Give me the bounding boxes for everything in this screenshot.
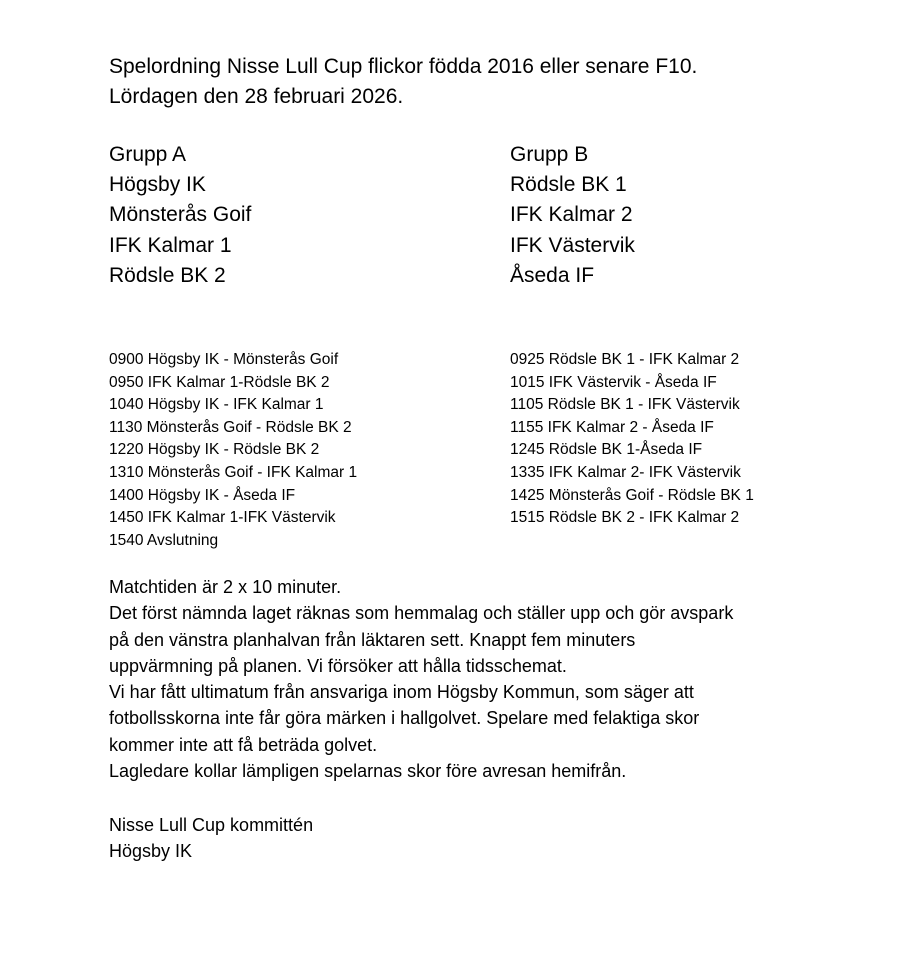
group-a-team: IFK Kalmar 1 — [109, 233, 232, 257]
match-row: 0925 Rödsle BK 1 - IFK Kalmar 2 — [510, 351, 740, 368]
info-line: kommer inte att få beträda golvet. — [109, 734, 378, 755]
info-line: uppvärmning på planen. Vi försöker att hålla tidsschemat. — [109, 655, 567, 676]
info-line: fotbollsskorna inte får göra märken i hallgolvet. Spelare med felaktiga skor — [109, 708, 700, 729]
match-row: 1425 Mönsterås Goif - Rödsle BK 1 — [510, 486, 754, 504]
schedule-right — [510, 349, 754, 530]
group-a-team: Mönsterås Goif — [109, 203, 252, 227]
info-line: Vi har fått ultimatum från ansvariga inom Högsby Kommun, som säger att — [109, 682, 694, 703]
match-row: 1310 Mönsterås Goif - IFK Kalmar 1 — [109, 463, 358, 481]
match-row: 1130 Mönsterås Goif - Rödsle BK 2 — [109, 418, 352, 436]
info-line: Matchtiden är 2 x 10 minuter. — [109, 577, 342, 597]
group-b-team: Åseda IF — [510, 263, 595, 287]
match-row: 1245 Rödsle BK 1-Åseda IF — [510, 441, 703, 459]
match-row: 1515 Rödsle BK 2 - IFK Kalmar 2 — [510, 509, 740, 527]
match-row: 1105 Rödsle BK 1 - IFK Västervik — [510, 396, 740, 414]
document-title — [109, 52, 697, 112]
match-row: 1155 IFK Kalmar 2 - Åseda IF — [510, 418, 714, 436]
info-line: Lagledare kollar lämpligen spelarnas skor före avresan hemifrån. — [109, 761, 627, 782]
info-line: Det först nämnda laget räknas som hemmalag och ställer upp och gör avspark — [109, 603, 734, 624]
info-text — [109, 574, 869, 784]
group-a-heading: Grupp A — [109, 143, 187, 166]
title-line-1: Spelordning Nisse Lull Cup flickor födda 2016 eller senare F10. — [109, 55, 698, 78]
match-row: 1400 Högsby IK - Åseda IF — [109, 486, 296, 504]
schedule-left — [109, 349, 357, 552]
title-line-2: Lördagen den 28 februari 2026. — [109, 85, 404, 108]
group-b — [510, 140, 635, 291]
match-row: 0950 IFK Kalmar 1-Rödsle BK 2 — [109, 373, 330, 391]
signature-club: Högsby IK — [109, 841, 193, 862]
group-a — [109, 140, 251, 291]
group-a-team: Högsby IK — [109, 173, 206, 197]
match-row: 1220 Högsby IK - Rödsle BK 2 — [109, 441, 320, 459]
match-row: 1450 IFK Kalmar 1-IFK Västervik — [109, 509, 336, 527]
signature — [109, 812, 313, 865]
signature-committee: Nisse Lull Cup kommittén — [109, 815, 314, 835]
match-row: 1040 Högsby IK - IFK Kalmar 1 — [109, 396, 324, 414]
group-b-team: IFK Västervik — [510, 233, 635, 257]
group-a-team: Rödsle BK 2 — [109, 263, 226, 287]
group-b-team: Rödsle BK 1 — [510, 173, 627, 197]
match-row: 0900 Högsby IK - Mönsterås Goif — [109, 351, 339, 368]
group-b-heading: Grupp B — [510, 143, 589, 166]
info-line: på den vänstra planhalvan från läktaren sett. Knappt fem minuters — [109, 629, 636, 650]
match-row: 1015 IFK Västervik - Åseda IF — [510, 373, 717, 391]
closing-row: 1540 Avslutning — [109, 531, 219, 549]
group-b-team: IFK Kalmar 2 — [510, 203, 633, 227]
match-row: 1335 IFK Kalmar 2- IFK Västervik — [510, 463, 741, 481]
